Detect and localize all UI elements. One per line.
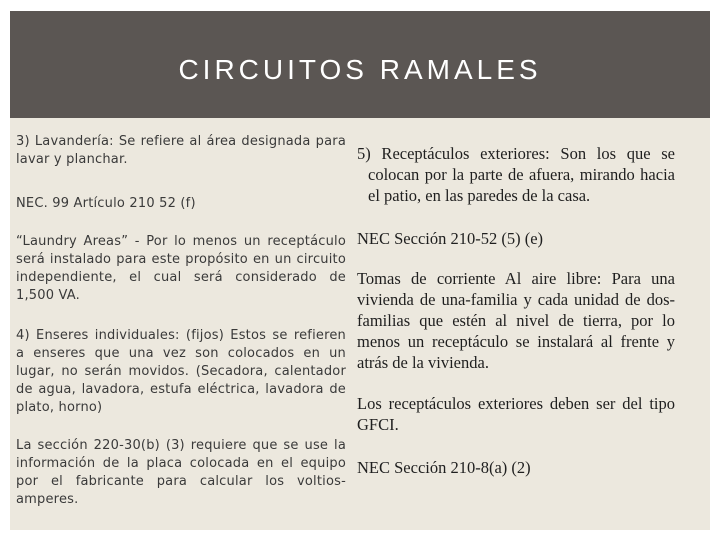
slide-title: CIRCUITOS RAMALES (178, 53, 542, 85)
gfci-paragraph: Los receptáculos exteriores deben ser del tipo GFCI. (357, 394, 675, 434)
right-text-column (357, 143, 675, 478)
nec-article-reference: NEC. 99 Artículo 210 52 (f) (16, 196, 196, 211)
title-bar (10, 11, 710, 118)
nec-section-210-8-reference: NEC Sección 210-8(a) (2) (357, 458, 531, 477)
laundry-paragraph: 3) Lavandería: Se refiere al área designada para lavar y planchar. (16, 134, 346, 167)
laundry-areas-paragraph: “Laundry Areas” - Por lo menos un receptáculo será instalado para este propósito en un circuito independiente, el cual será considerado de 1,500 VA. (16, 234, 346, 303)
individual-appliances-paragraph: 4) Enseres individuales: (fijos) Estos se refieren a enseres que una vez son colocados en un lugar, no serán movidos. (Secadora, calentador de agua, lavadora, estufa eléctrica, lavadora de plato, horno) (16, 328, 346, 415)
outdoor-receptacles-paragraph: 5) Receptáculos exteriores: Son los que se colocan por la parte de afuera, mirando hacia el patio, en las paredes de la casa. (357, 144, 675, 205)
nec-section-210-52-reference: NEC Sección 210-52 (5) (e) (357, 229, 544, 248)
left-text-column (16, 133, 346, 509)
outdoor-outlets-paragraph: Tomas de corriente Al aire libre: Para una vivienda de una-familia y cada unidad de dos-familias que estén al nivel de tierra, por lo menos un receptáculo se instalará al frente y atrás de la vivienda. (357, 269, 675, 372)
section-220-paragraph: La sección 220-30(b) (3) requiere que se use la información de la placa colocada en el equipo por el fabricante para calcular los voltios-amperes. (16, 438, 346, 507)
